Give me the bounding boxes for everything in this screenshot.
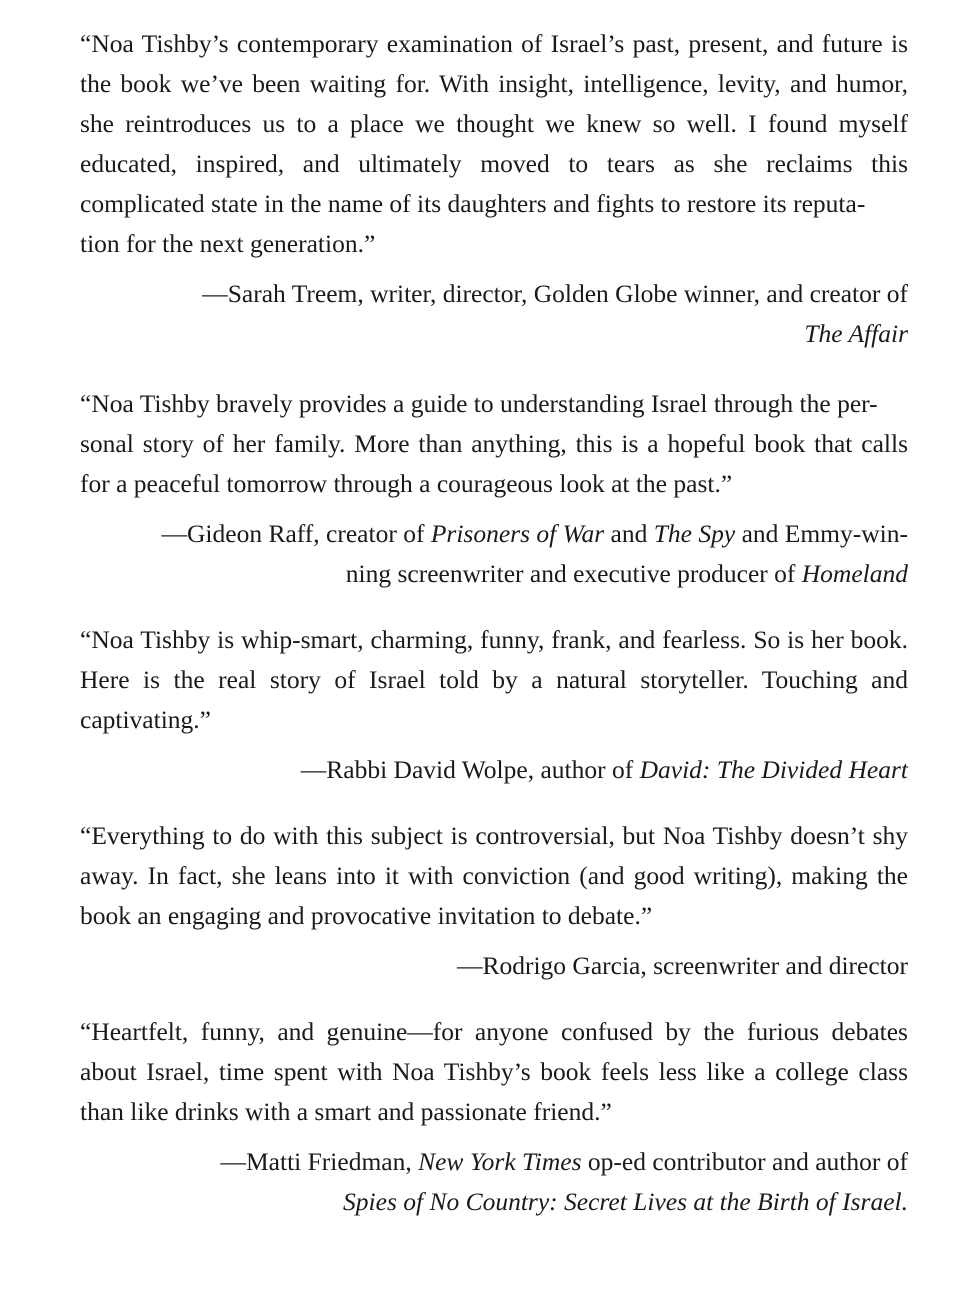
attribution-text: —Gideon Raff, creator of xyxy=(161,519,431,548)
attribution-text: —Matti Friedman, xyxy=(220,1147,419,1176)
blurb-quote: “Everything to do with this subject is controversial, but Noa Tishby doesn’t shy away. In fact, she leans into it with conviction (and good writing), making the book an engaging and provocative invitation to debate.” xyxy=(80,821,908,930)
attribution-text: op-ed contributor and author of xyxy=(581,1147,908,1176)
blurb-quote: “Noa Tishby is whip-smart, charming, funny, frank, and fearless. So is her book. Here is the real story of Israel told by a natural storyteller. Touching and captivating.” xyxy=(80,625,908,734)
work-title: Homeland xyxy=(801,559,908,588)
work-title: New York Times xyxy=(418,1147,582,1176)
blurb-attribution xyxy=(80,750,908,790)
attribution-text: and Emmy-win- xyxy=(735,519,908,548)
blurb-3 xyxy=(80,620,908,790)
attribution-text: —Rabbi David Wolpe, author of xyxy=(300,755,640,784)
blurb-5 xyxy=(80,1012,908,1222)
blurb-attribution xyxy=(80,1142,908,1222)
work-title: The Affair xyxy=(804,319,908,348)
work-title: Prisoners of War xyxy=(430,519,605,548)
attribution-text: and xyxy=(604,519,654,548)
blurb-attribution xyxy=(80,946,908,986)
attribution-text: —Sarah Treem, writer, director, Golden Globe winner, and creator of xyxy=(202,279,908,308)
blurb-1 xyxy=(80,24,908,354)
blurb-quote: “Heartfelt, funny, and genuine—for anyone confused by the furious debates about Israel, time spent with Noa Tishby’s book feels less like a college class than like drinks with a smart and passionate friend.” xyxy=(80,1017,908,1126)
blurb-4 xyxy=(80,816,908,986)
attribution-text: ning screenwriter and executive producer of xyxy=(345,559,802,588)
blurb-2 xyxy=(80,384,908,594)
work-title: The Spy xyxy=(653,519,736,548)
praise-page xyxy=(80,24,908,1222)
blurb-quote: “Noa Tishby bravely provides a guide to understanding Israel through the per- sonal story of her family. More than anything, this is a hopeful book that calls for a peaceful tomorrow through a courageous look at the past.” xyxy=(80,389,908,498)
blurb-attribution xyxy=(80,514,908,594)
blurb-attribution xyxy=(80,274,908,354)
work-title: David: The Divided Heart xyxy=(639,755,908,784)
work-title: Spies of No Country: Secret Lives at the Birth of Israel. xyxy=(343,1187,908,1216)
blurb-quote: “Noa Tishby’s contemporary examination of Israel’s past, present, and future is the book we’ve been waiting for. With insight, intelligence, levity, and humor, she reintroduces us to a place we thought we knew so well. I found myself educated, inspired, and ultimately moved to tears as she reclaims this complicated state in the name of its daughters and fights to restore its reputa- tion for the next generation.” xyxy=(80,29,908,258)
attribution-text: —Rodrigo Garcia, screenwriter and director xyxy=(456,951,908,980)
